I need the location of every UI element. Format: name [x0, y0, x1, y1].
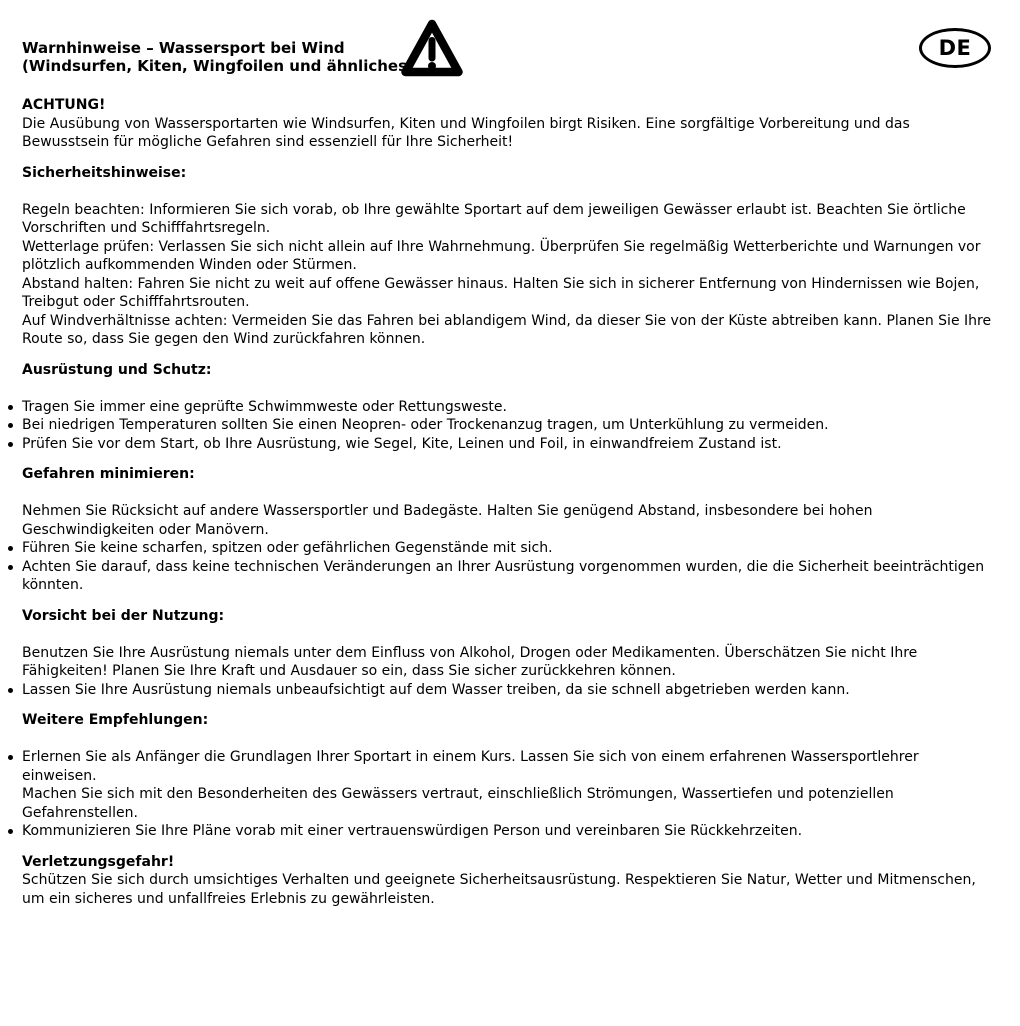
language-badge — [919, 28, 991, 68]
bullet-item: Erlernen Sie als Anfänger die Grundlagen Ihrer Sportart in einem Kurs. Lassen Sie sich von einem erfahrenen Wassersportlehrer einweisen. — [22, 748, 996, 785]
section-heading: Ausrüstung und Schutz: — [22, 361, 212, 378]
bullet-item: Tragen Sie immer eine geprüfte Schwimmweste oder Rettungsweste. — [22, 398, 996, 417]
section-content — [22, 871, 996, 908]
section-heading: Gefahren minimieren: — [22, 466, 195, 482]
section — [22, 164, 996, 349]
paragraph: Wetterlage prüfen: Verlassen Sie sich nicht allein auf Ihre Wahrnehmung. Überprüfen Sie regelmäßig Wetterberichte und Warnungen vor plötzlich aufkommenden Winden oder Stürmen. — [22, 238, 981, 273]
paragraph: Schützen Sie sich durch umsichtiges Verhalten und geeignete Sicherheitsausrüstung. Respektieren Sie Natur, Wetter und Mitmenschen, um ein sicheres und unfallfreies Erlebnis zu gewährleisten. — [22, 872, 976, 907]
section — [22, 361, 996, 454]
page-title-line1: Warnhinweise – Wassersport bei Wind — [22, 39, 345, 57]
bullet-item: Kommunizieren Sie Ihre Pläne vorab mit einer vertrauenswürdigen Person und vereinbaren Sie Rückkehrzeiten. — [22, 822, 996, 841]
paragraph: Benutzen Sie Ihre Ausrüstung niemals unter dem Einfluss von Alkohol, Drogen oder Medikamenten. Überschätzen Sie nicht Ihre Fähigkeiten! Planen Sie Ihre Kraft und Ausdauer so ein, dass Sie sicher zurückkehren können. — [22, 644, 918, 679]
section — [22, 853, 996, 909]
section-heading: Verletzungsgefahr! — [22, 853, 175, 870]
section-content — [22, 182, 996, 349]
bullet-item: Bei niedrigen Temperaturen sollten Sie einen Neopren- oder Trockenanzug tragen, um Unterkühlung zu vermeiden. — [22, 416, 996, 435]
section-content — [22, 730, 996, 841]
document-header — [0, 0, 1020, 94]
document-body — [0, 96, 1020, 908]
paragraph: Die Ausübung von Wassersportarten wie Windsurfen, Kiten und Wingfoilen birgt Risiken. Eine sorgfältige Vorbereitung und das Bewusstsein für mögliche Gefahren sind essenziell für Ihre Sicherheit! — [22, 115, 910, 150]
paragraph: Abstand halten: Fahren Sie nicht zu weit auf offene Gewässer hinaus. Halten Sie sich in sicherer Entfernung von Hindernissen wie Bojen, Treibgut oder Schifffahrtsrouten. — [22, 275, 980, 310]
paragraph: Nehmen Sie Rücksicht auf andere Wassersportler und Badegäste. Halten Sie genügend Abstand, insbesondere bei hohen Geschwindigkeiten oder Manövern. — [22, 503, 873, 538]
section-heading: ACHTUNG! — [22, 97, 106, 113]
page-title-line2: (Windsurfen, Kiten, Wingfoilen und ähnliches) — [22, 57, 414, 75]
section — [22, 607, 996, 700]
warning-triangle-icon — [400, 17, 464, 79]
language-badge-label: DE — [938, 35, 972, 60]
section — [22, 465, 996, 595]
bullet-item: Führen Sie keine scharfen, spitzen oder gefährlichen Gegenstände mit sich. — [22, 539, 996, 558]
page-title — [22, 39, 414, 75]
bullet-item: Lassen Sie Ihre Ausrüstung niemals unbeaufsichtigt auf dem Wasser treiben, da sie schnell abgetrieben werden kann. — [22, 681, 996, 700]
section-heading: Sicherheitshinweise: — [22, 164, 187, 181]
bullet-item: Achten Sie darauf, dass keine technischen Veränderungen an Ihrer Ausrüstung vorgenommen wurden, die die Sicherheit beeinträchtigen könnten. — [22, 558, 996, 595]
section-content — [22, 379, 996, 453]
section — [22, 711, 996, 841]
paragraph: Machen Sie sich mit den Besonderheiten des Gewässers vertraut, einschließlich Strömungen, Wassertiefen und potenziellen Gefahrenstellen. — [22, 786, 894, 821]
section-content — [22, 115, 996, 152]
section-content — [22, 484, 996, 595]
section — [22, 96, 996, 152]
section-content — [22, 625, 996, 699]
bullet-item: Prüfen Sie vor dem Start, ob Ihre Ausrüstung, wie Segel, Kite, Leinen und Foil, in einwandfreiem Zustand ist. — [22, 435, 996, 454]
section-heading: Vorsicht bei der Nutzung: — [22, 607, 225, 624]
paragraph: Regeln beachten: Informieren Sie sich vorab, ob Ihre gewählte Sportart auf dem jeweiligen Gewässer erlaubt ist. Beachten Sie örtliche Vorschriften und Schifffahrtsregeln. — [22, 201, 966, 236]
paragraph: Auf Windverhältnisse achten: Vermeiden Sie das Fahren bei ablandigem Wind, da dieser Sie von der Küste abtreiben kann. Planen Sie Ihre Route so, dass Sie gegen den Wind zurückfahren können. — [22, 312, 992, 347]
section-heading: Weitere Empfehlungen: — [22, 712, 209, 728]
